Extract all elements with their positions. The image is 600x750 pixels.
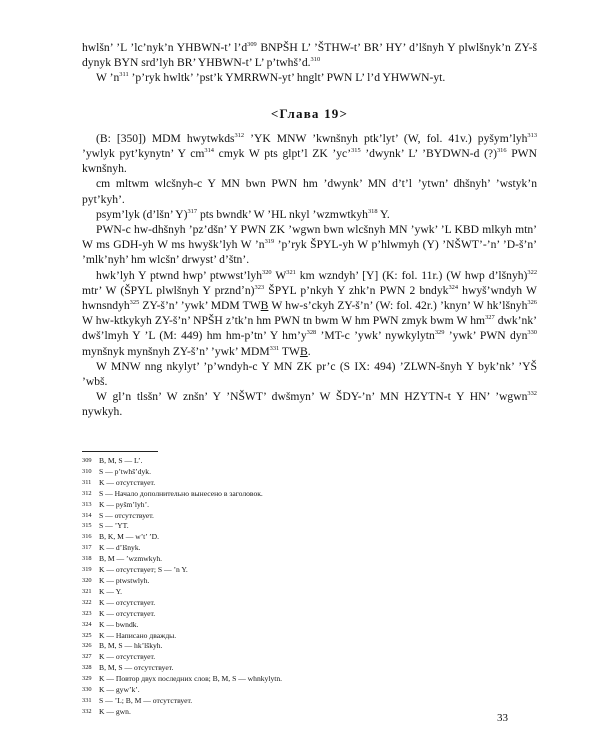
footnote: 320 K — ptwstwlyh. (82, 575, 150, 585)
footnote: 317 K — d’lšnyk. (82, 543, 141, 553)
footnote: 322 K — отсутствует. (82, 597, 156, 607)
footnote: 314 S — отсутствует. (82, 510, 154, 520)
footnote: 313 K — pyšm’lyh’. (82, 499, 149, 509)
paragraph: psym’lyk (d’lšn’ Y)$^{317}$ pts bwndk’ W ’HL nkyl ’wzmwtkyh$^{318}$ Y. (96, 207, 390, 221)
paragraph: PWN-c hw-dhšnyh ’pz’dšn’ Y PWN ZK ’wgwn bwn wlcšnyh MN ’ywk’ ’L KBD mlkyh mtn’ W ms GDH-yh W ms hwyšk’lyh W $’n^{319}$ ’p’ryk ŠPYL-yh W p’hlwmyh (Y) ’NŠWT’-’n’ ’D-š’n’ ’mlk’nyh’ hm wlcšn’ drwyst’ d’štn’. (82, 223, 537, 267)
footnote: 332 K — gwn. (82, 706, 131, 716)
paragraph: W $’n^{311}$ ’p’ryk hwltk’ ’pst’k YMRRWN-yt’ hnglt’ PWN L’ l’d YHWWN-yt. (96, 71, 446, 85)
footnote: 309 B, M, S — L’. (82, 456, 143, 465)
page-number: 33 (497, 712, 508, 724)
main-text (82, 40, 537, 420)
footnote: 326 B, M, S — hk’lškyh. (82, 641, 163, 651)
paragraph: hwk’lyh Y ptwnd hwp’ ptwwst’lyh$^{320}$ $W^{321}$ km wzndyh’ [Y] (K: fol. 11r.) (W hwp d’lšnyh)$^{322}$ mtr’ W (ŠPYL plwlšnyh Y przndʼn)$^{323}$ ŠPYL p’nkyh Y zhk’n PWN 2 bndyk$^{324}$ hwyš’wndyh W hwnsndyh$^{325}$ ZY-š’n’ ’ywk’ MDM TWB W hw-s’ckyh ZY-š’n’ (W: fol. 42r.) ’knyn’ W hk’lšnyh$^{326}$ W hw-ktkykyh ZY-š’n’ NPŠH z’tk’n hm PWN tn bwm W hm PWN zmyk bwm W $hm^{327}$ dwk’nk’ dwš’lmyh Y ’L (M: 449) hm hm-p’tn’ Y $hm’y^{328}$ ’MT-c ’ywk’ nywkylytn$^{329}$ ’ywk’ PWN dyn$^{330}$ mynšnyk mynšnyh ZY-š’n’ ’ywk’ MDM$^{331}$ TWB. (82, 268, 538, 358)
paragraph: (B: [350]) MDM hwytwkds$^{312}$ ’YK MNW ’kwnšnyh ptk’lyt’ (W, fol. 41v.) pyšym’lyh$^{313}$ ’ywlyk pyt’kynytn’ Y $cm^{314}$ cmyk W pts glpt’l ZK ’yc’$^{315}$ ’dwynk’ L’ ’BYDWN-d (?)$^{316}$ PWN kwnšnyh. (82, 131, 538, 176)
footnote: 325 K — Написано дважды. (82, 630, 177, 640)
footnote: 324 K — bwndk. (82, 619, 139, 629)
footnote: 318 B, M — ’wzmwkyh. (82, 554, 163, 564)
footnote-separator (82, 451, 158, 452)
chapter-heading: <Глава 19> (270, 105, 349, 121)
paragraph: cm mltwm wlcšnyh-c Y MN bwn PWN hm ’dwynk’ MN d’t’l ’ytwn’ dhšnyh’ ’wstyk’n pyt’kyh’. (82, 177, 537, 206)
footnote: 316 B, K, M — w’t’ ’D. (82, 532, 160, 542)
footnote: 330 K — gyw’k’. (82, 685, 140, 695)
footnote: 311 K — отсутствует. (82, 477, 156, 487)
footnotes (82, 456, 537, 718)
footnote: 319 K — отсутствует; S — ’n Y. (82, 565, 188, 575)
footnote: 310 S — p’twhš’dyk. (82, 466, 151, 476)
paragraph: hwlšn’ ’L ’lc’nyk’n YHBWN-t’ $l’d^{309}$ BNPŠH L’ ’ŠTHW-t’ BR’ HY’ d’lšnyh Y plwlšnyk’n ZY-š dynyk BYN srd’lyh BR’ YHBWN-t’ L’ p’twhš’d.$^{310}$ (82, 41, 537, 70)
footnote: 321 K — Y. (82, 586, 122, 596)
footnote: 331 S — ’L; B, M — отсутствует. (82, 695, 193, 705)
paragraph: W gl’n tlsšn’ W znšn’ Y ’NŠWT’ dwšmyn’ W ŠDY-’n’ MN HZYTN-t Y HN’ ’wgwn$^{332}$ nywkyh. (82, 390, 537, 419)
footnote: 327 K — отсутствует. (82, 652, 156, 662)
paragraph: W MNW nng nkylyt’ ’p’wndyh-c Y MN ZK pr’c (S IX: 494) ’ZLWN-šnyh Y byk’nk’ ’YŠ ’wbš. (82, 359, 537, 389)
footnote: 315 S — ’YT. (82, 521, 129, 531)
footnote: 329 K — Повтор двух последних слов; B, M, S — whnkylytn. (82, 674, 283, 684)
footnote: 328 B, M, S — отсутствует. (82, 663, 174, 673)
footnote: 323 K — отсутствует. (82, 608, 156, 618)
footnote: 312 S — Начало дополнительно вынесено в заголовок. (82, 488, 263, 498)
